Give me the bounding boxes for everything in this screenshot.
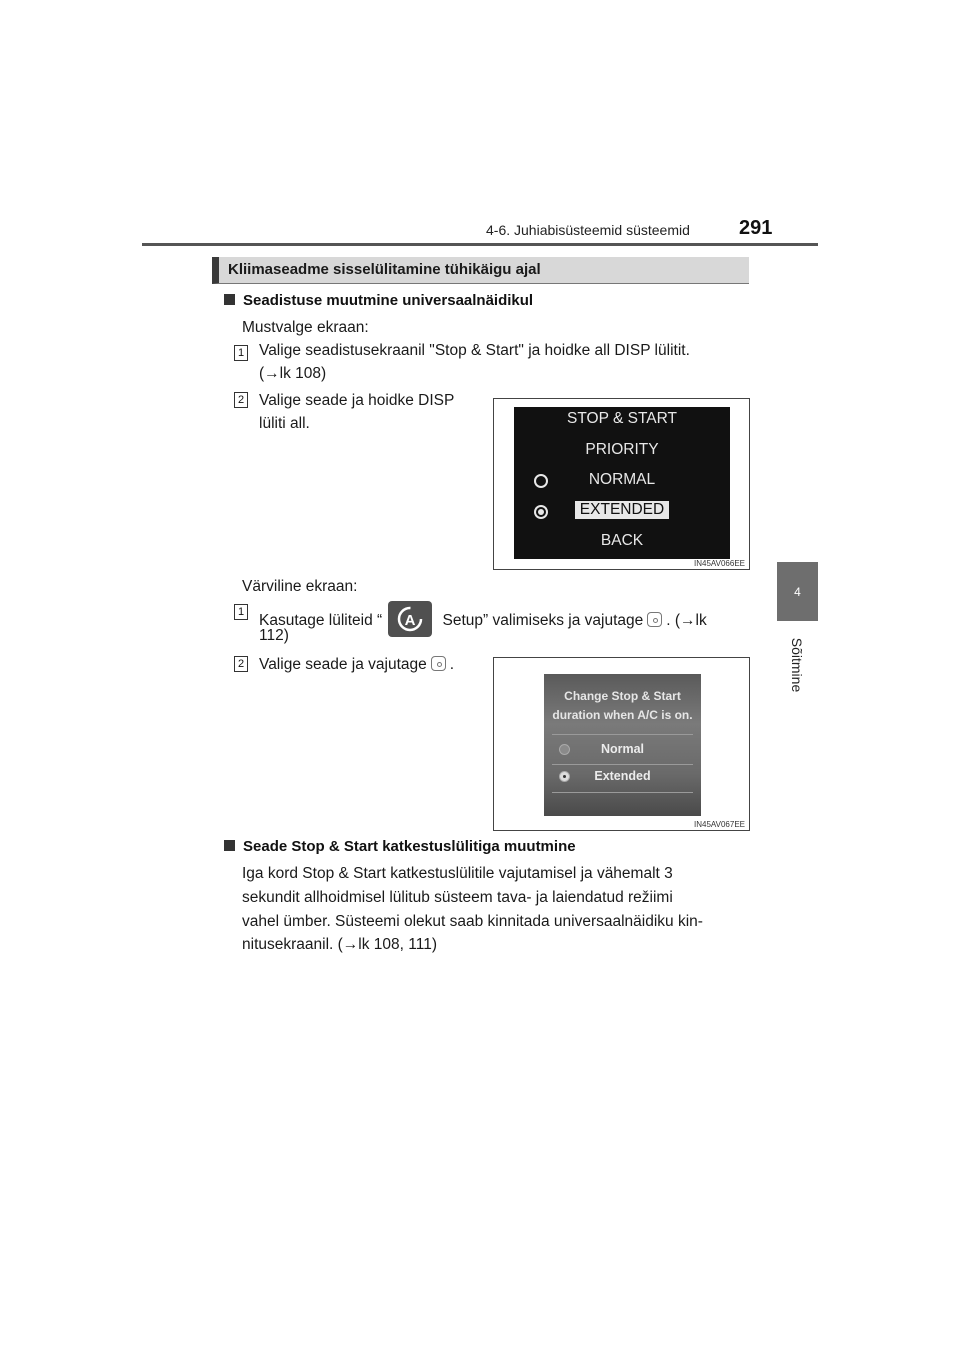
chapter-tab [777,562,818,621]
figure-code: IN45AV067EE [694,820,745,829]
a-letter-icon [388,601,432,637]
paragraph-line-2: sekundit allhoidmisel lülitub süsteem tava- ja laiendatud režiimi [242,889,673,906]
color-step-2-line: Valige seade ja vajutage . [259,656,455,673]
step-badge-1b: 1 [234,604,248,620]
chapter-number: 4 [794,584,801,599]
color-step-1-line-2: 112) [259,627,289,644]
header-rule [142,243,818,246]
mono-screen-priority: PRIORITY [585,441,659,458]
divider [552,792,693,793]
color-screen-title-2: duration when A/C is on. [552,708,693,722]
mono-screen-label: Mustvalge ekraan: [242,319,369,336]
mono-option-extended: EXTENDED [575,501,669,519]
paragraph-line-3: vahel ümber. Süsteemi olekut saab kinnitada universaalnäidiku kin- [242,913,703,930]
mono-screen-title: STOP & START [567,410,677,427]
divider [552,734,693,735]
mono-step-2-line-1: Valige seade ja hoidke DISP [259,392,455,409]
color-option-normal: Normal [600,742,645,756]
step-badge-2b: 2 [234,656,248,672]
chapter-title [770,625,824,705]
page-number: 291 [739,217,773,239]
color-screen-label: Värviline ekraan: [242,578,358,595]
square-bullet-icon [224,840,235,851]
svg-text:A: A [404,612,416,629]
mono-display-figure [493,398,750,570]
mono-option-extended-row [514,501,730,519]
color-display-figure [493,657,750,831]
divider [552,764,693,765]
section-title-bar [212,257,749,284]
color-step-1-line-1: Kasutage lüliteid “ A Setup” valimiseks ja vajutage . (→lk [259,601,749,637]
mono-step-1-line-1: Valige seadistusekraanil "Stop & Start" ja hoidke all DISP lülitit. [259,342,690,359]
mono-option-back: BACK [600,532,644,549]
mono-option-normal: NORMAL [588,471,656,488]
figure-code: IN45AV066EE [694,559,745,568]
section-title: Kliimaseadme sisselülitamine tühikäigu ajal [228,261,541,278]
step-badge-1: 1 [234,345,248,361]
color-display-screen [544,674,701,816]
subheading-text: Seadistuse muutmine universaalnäidikul [243,292,534,309]
subheading-cancel-switch [224,838,576,855]
color-option-extended: Extended [594,769,651,783]
mono-display-screen [514,407,730,559]
subheading-universal-display [224,292,533,309]
mono-step-2-line-2: lüliti all. [259,415,310,432]
subheading-text: Seade Stop & Start katkestuslülitiga muutmine [243,838,576,855]
square-bullet-icon [224,294,235,305]
step-badge-2: 2 [234,392,248,408]
paragraph-line-1: Iga kord Stop & Start katkestuslülitile vajutamisel ja vähemalt 3 [242,865,673,882]
header-section-title: 4-6. Juhiabisüsteemid süsteemid [486,222,690,238]
enter-button-icon [431,656,446,671]
enter-button-icon [647,612,662,627]
color-screen-title-1: Change Stop & Start [564,689,681,703]
mono-step-1-line-2: (→lk 108) [259,365,327,382]
chapter-title-text: Sõitmine [789,637,805,693]
paragraph-line-4: nitusekraanil. (→lk 108, 111) [242,936,437,953]
